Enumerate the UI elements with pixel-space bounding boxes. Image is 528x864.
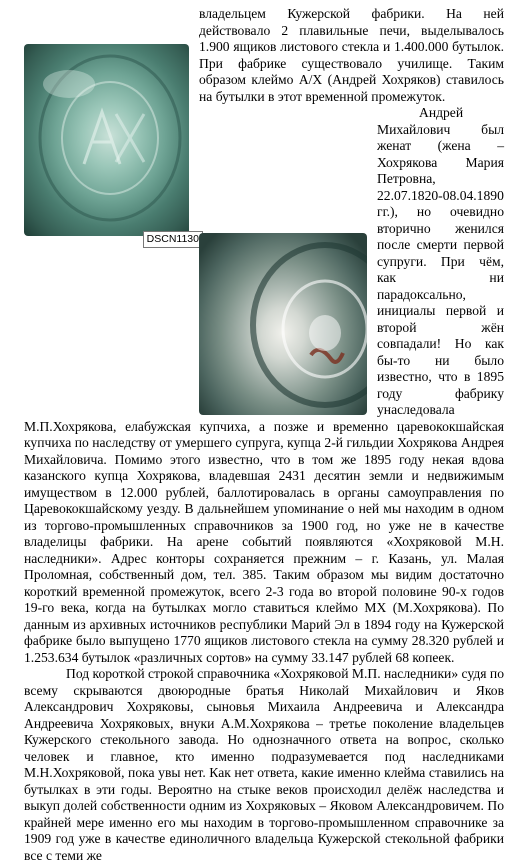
paragraph-1: владельцем Кужерской фабрики. На ней действовало 2 плавильные печи, выделывалось 1.900 ящиков листового стекла и 1.400.000 бутылок. При фабрике существовало училище. Таким образом клеймо А/Х (Андрей Хохряков) ставилось на бутылки в этот временной промежуток.: [199, 6, 504, 104]
bottle-bottom-photo-green: [24, 44, 199, 245]
photo-image: [24, 44, 189, 236]
paragraph-2-text: Андрей Михайлович был женат (жена – Хохрякова Мария Петровна, 22.07.1820-08.04.1890 гг.), но очевидно вторично женился после смерти первой супруги. При чём, как ни парадоксально, инициалы первой и второй жён совпадали! Но как бы-то ни было известно, что в 1895 году фабрику унаследовала М.П.Хохрякова, елабужская купчиха, а позже и временно царевококшайская купчиха по наследству от умершего супруга, купца 2-й гильдии Хохрякова Андрея Михайловича. Помимо этого известно, что в том же 1895 году некая вдова казанского купца Хохрякова, владевшая 2431 десятин земли и недвижимым имуществом в 12.000 рублей, баллотировалась в органы самоуправления по Царевококшайскому уезду. В дальнейшем упоминание о ней мы находим в одном из торгово-промышленных справочников за 1900 год, но уже не в качестве владелицы фабрики. На арене событий появляются «Хохряковой М.Н. наследники». Адрес конторы сохраняется прежним – г. Казань, ул. Малая Проломная, собственный дом, тел. 385. Таким образом мы видим достаточно короткий временной промежуток, всего 2-3 года во второй половине 90-х годов 19-го века, когда на бутылках могло ставиться клеймо МХ (М.Хохрякова). По данным из архивных источников республики Марий Эл в 1894 году на Кужерской фабрике было выпущено 1770 ящиков листового стекла на сумму 28.320 рублей и 1.253.634 бутылок «различных сортов» на сумму 33.147 рублей 68 копеек.: [24, 105, 504, 665]
bottle-embossing-drawing: [24, 44, 189, 236]
bottle-base-drawing: [241, 233, 367, 415]
paragraph-3: Под короткой строкой справочника «Хохряковой М.П. наследники» судя по всему скрываются двоюродные братья Николай Михайлович и Яков Александрович Хохряковы, сыновья Михаила Андреевича и Александра Андреевича Хохряковых, внуки А.М.Хохрякова – третье поколение владельцев Кужерского стекольного завода. Но однозначного ответа на вопрос, сколько человек и главное, кто именно подразумевается под наследниками М.Н.Хохряковой, пока увы нет. Как нет ответа, какие именно клейма ставились на бутылках в эти годы. Вероятно на стыке веков происходил делёж наследства и выкуп долей собственности одним из Хохряковых – Яковом Александровичем. По крайней мере именно его мы находим в торгово-промышленном справочнике за 1909 год уже в качестве единоличного владельца Кужерской стекольной фабрики все с теми же: [24, 666, 504, 863]
photo-caption: DSCN1130: [143, 231, 203, 248]
photo-image: [199, 233, 367, 415]
bottle-bottom-photo-clear: [199, 233, 367, 415]
